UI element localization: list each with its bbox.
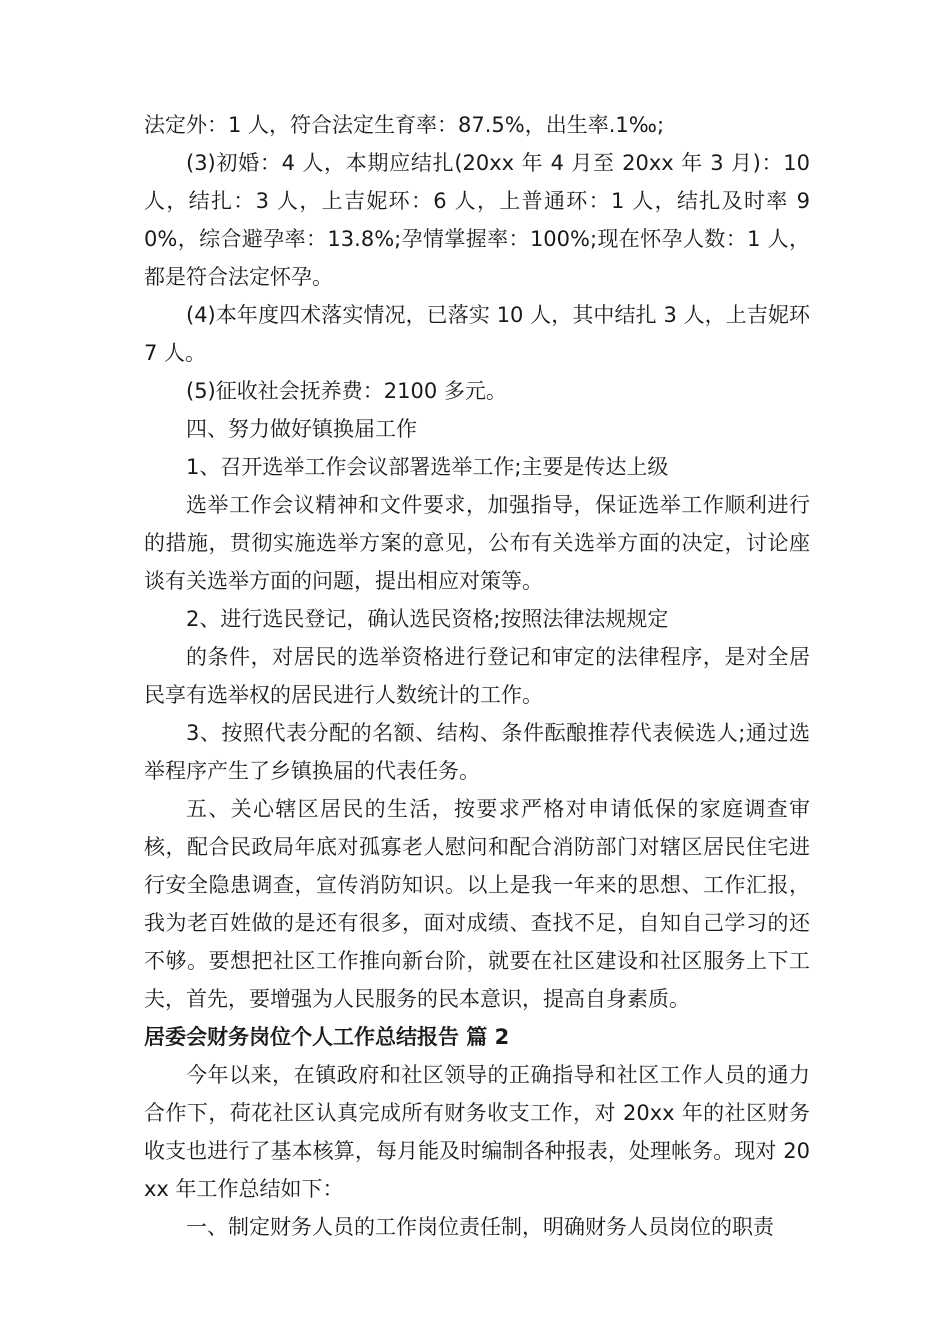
paragraph: 的条件，对居民的选举资格进行登记和审定的法律程序，是对全居民享有选举权的居民进行人数统计的工作。: [144, 645, 810, 707]
paragraph: 今年以来，在镇政府和社区领导的正确指导和社区工作人员的通力合作下，荷花社区认真完成所有财务收支工作，对 20xx 年的社区财务收支也进行了基本核算，每月能及时编制各种报表，处理帐务。现对 20xx 年工作总结如下：: [144, 1063, 810, 1201]
paragraph: 1、召开选举工作会议部署选举工作;主要是传达上级: [186, 455, 669, 479]
paragraph: 3、按照代表分配的名额、结构、条件酝酿推荐代表候选人;通过选举程序产生了乡镇换届的代表任务。: [144, 721, 810, 783]
paragraph: (5)征收社会抚养费：2100 多元。: [186, 379, 507, 403]
paragraph: 选举工作会议精神和文件要求，加强指导，保证选举工作顺利进行的措施，贯彻实施选举方案的意见，公布有关选举方面的决定，讨论座谈有关选举方面的问题，提出相应对策等。: [144, 493, 810, 593]
article-title: 居委会财务岗位个人工作总结报告 篇 2: [144, 1025, 510, 1049]
document-body: [144, 106, 810, 1246]
paragraph: (3)初婚：4 人，本期应结扎(20xx 年 4 月至 20xx 年 3 月)：10 人，结扎：3 人，上吉妮环：6 人，上普通环：1 人，结扎及时率 90%，综合避孕率：13.8%;孕情掌握率：100%;现在怀孕人数：1 人，都是符合法定怀孕。: [144, 151, 810, 289]
section-heading-four: 四、努力做好镇换届工作: [186, 417, 417, 441]
paragraph: 2、进行选民登记，确认选民资格;按照法律法规规定: [186, 607, 669, 631]
paragraph: 法定外：1 人，符合法定生育率：87.5%，出生率.1‰;: [144, 113, 665, 137]
paragraph: (4)本年度四术落实情况，已落实 10 人，其中结扎 3 人，上吉妮环 7 人。: [144, 303, 810, 365]
paragraph: 一、制定财务人员的工作岗位责任制，明确财务人员岗位的职责: [186, 1215, 774, 1239]
paragraph: 五、关心辖区居民的生活，按要求严格对申请低保的家庭调查审核，配合民政局年底对孤寡老人慰问和配合消防部门对辖区居民住宅进行安全隐患调查，宣传消防知识。以上是我一年来的思想、工作汇报，我为老百姓做的是还有很多，面对成绩、查找不足，自知自己学习的还不够。要想把社区工作推向新台阶，就要在社区建设和社区服务上下工夫，首先，要增强为人民服务的民本意识，提高自身素质。: [144, 797, 810, 1011]
